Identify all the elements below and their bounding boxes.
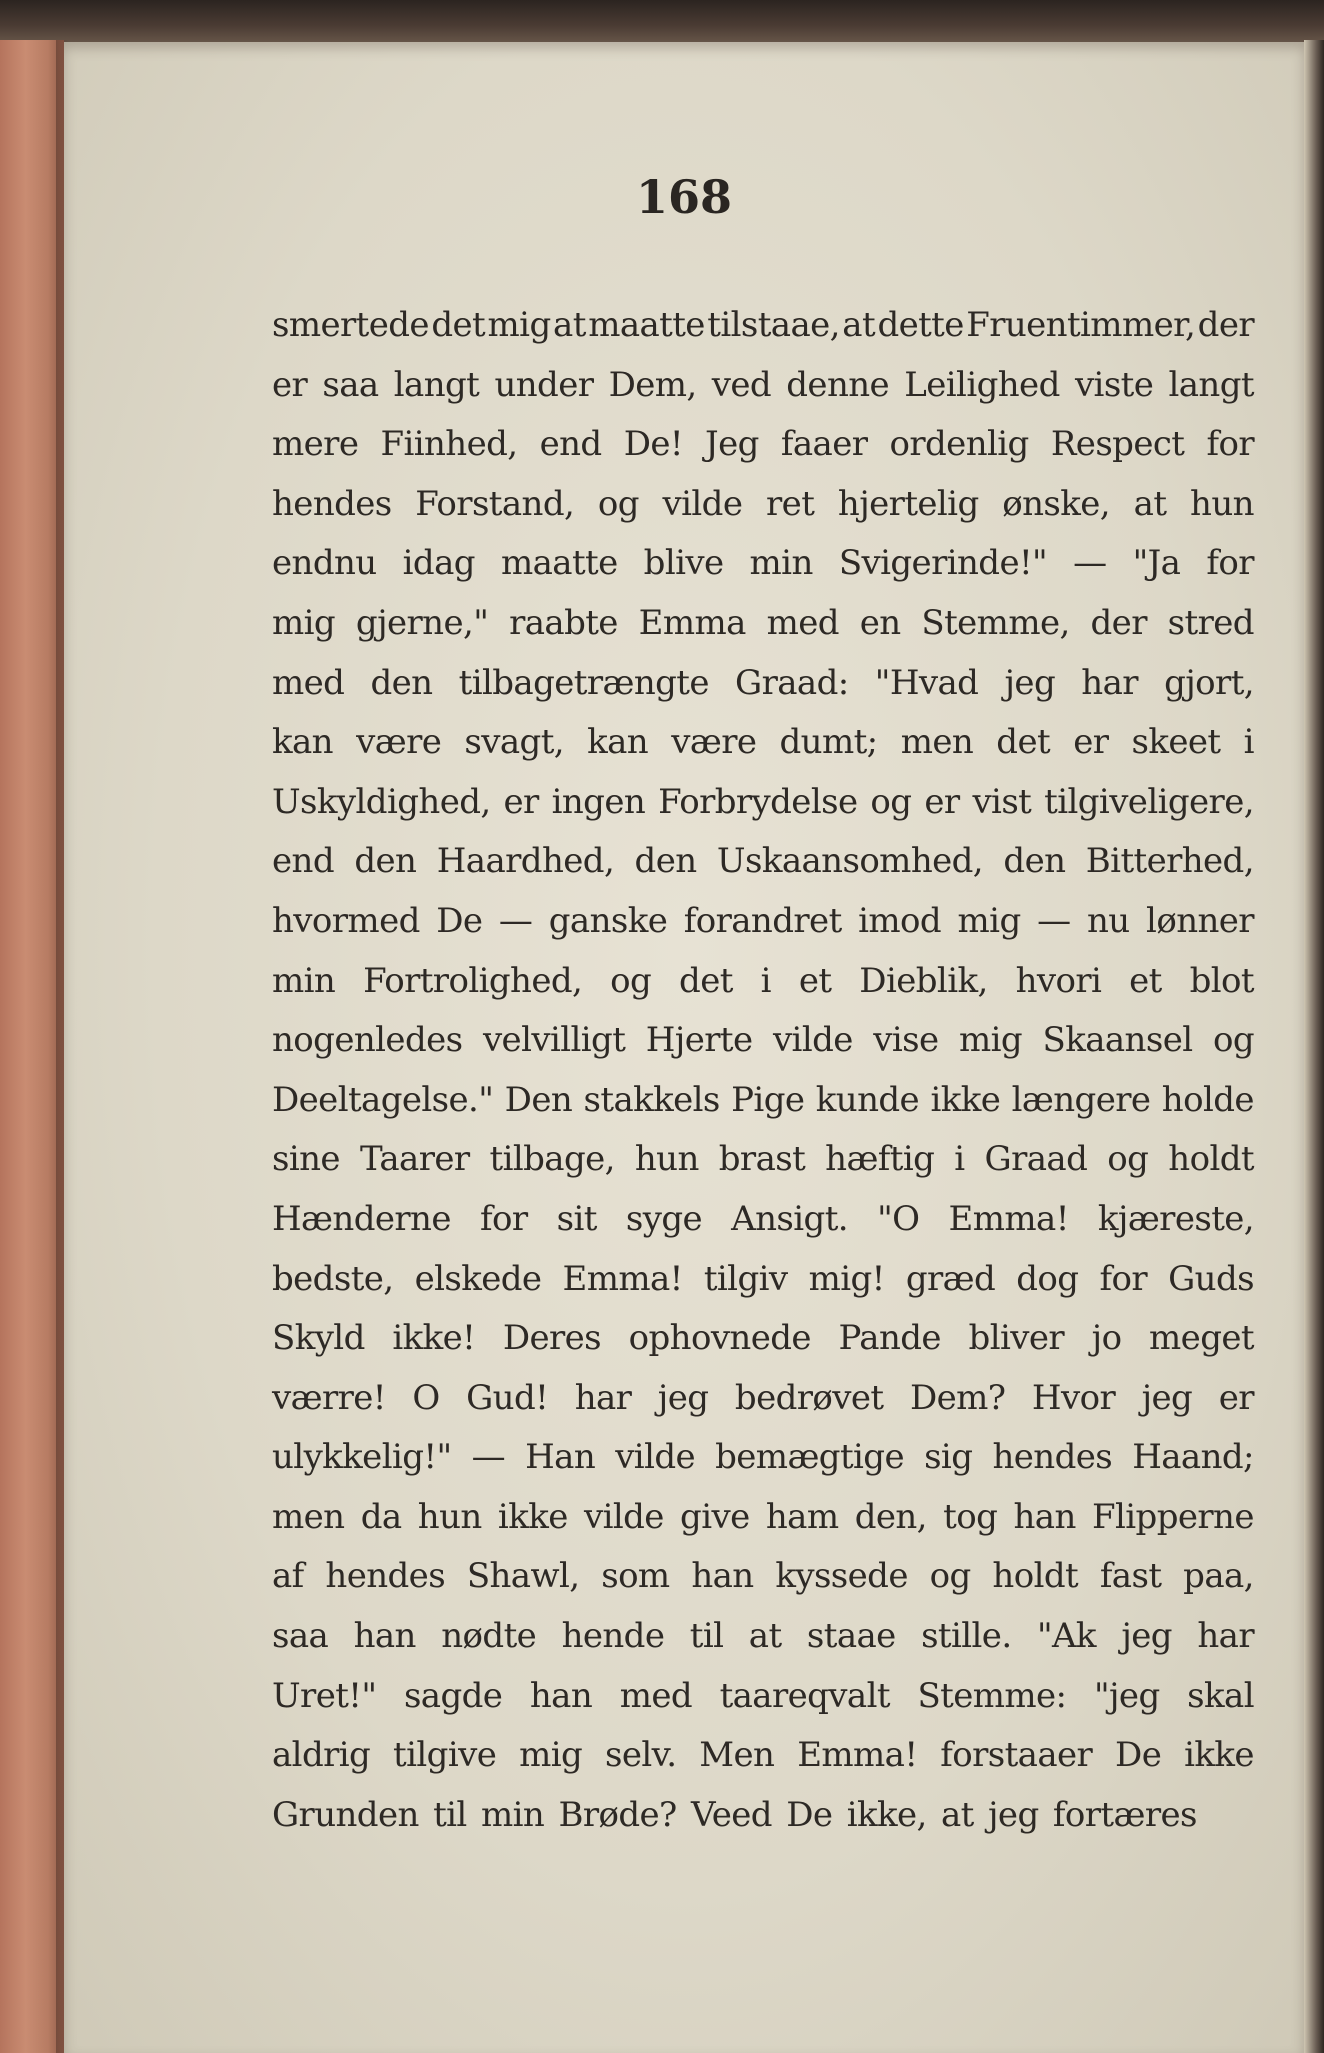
text-line: mere Fiinhed, end De! Jeg faaer ordenlig Respect for xyxy=(272,424,1254,465)
text-line: sine Taarer tilbage, hun brast hæftig i Graad og holdt xyxy=(272,1139,1254,1180)
book-top-edge xyxy=(0,0,1324,46)
body-text xyxy=(272,296,1254,1845)
text-line: Hænderne for sit syge Ansigt. "O Emma! kjæreste, xyxy=(272,1198,1254,1239)
text-line: af hendes Shawl, som han kyssede og holdt fast paa, xyxy=(272,1556,1254,1597)
text-line: nogenledes velvilligt Hjerte vilde vise mig Skaansel og xyxy=(272,1020,1254,1061)
text-line: ulykkelig!" — Han vilde bemægtige sig hendes Haand; xyxy=(272,1437,1254,1478)
page-stack-edge xyxy=(1304,40,1324,2053)
text-line: saa han nødte hende til at staae stille. "Ak jeg har xyxy=(272,1616,1254,1657)
text-line: kan være svagt, kan være dumt; men det er skeet i xyxy=(272,722,1254,763)
text-line: end den Haardhed, den Uskaansomhed, den Bitterhed, xyxy=(272,841,1254,882)
text-line: men da hun ikke vilde give ham den, tog han Flipperne xyxy=(272,1496,1254,1537)
text-line: værre! O Gud! har jeg bedrøvet Dem? Hvor jeg er xyxy=(272,1377,1254,1418)
book-page xyxy=(64,42,1304,2053)
text-line: Deeltagelse." Den stakkels Pige kunde ikke længere holde xyxy=(272,1079,1254,1120)
book-binding-edge xyxy=(0,40,64,2053)
text-line: Uskyldighed, er ingen Forbrydelse og er vist tilgiveligere, xyxy=(272,781,1254,822)
text-line: hvormed De — ganske forandret imod mig — nu lønner xyxy=(272,900,1254,941)
text-line: Uret!" sagde han med taareqvalt Stemme: "jeg skal xyxy=(272,1675,1254,1716)
text-line: Grunden til min Brøde? Veed De ikke, at jeg fortæres xyxy=(272,1794,1197,1835)
text-line: Skyld ikke! Deres ophovnede Pande bliver jo meget xyxy=(272,1318,1254,1359)
text-line: er saa langt under Dem, ved denne Leilighed viste langt xyxy=(272,364,1254,405)
text-line: hendes Forstand, og vilde ret hjertelig ønske, at hun xyxy=(272,483,1254,524)
page-number: 168 xyxy=(635,170,733,224)
text-line: aldrig tilgive mig selv. Men Emma! forstaaer De ikke xyxy=(272,1735,1254,1776)
text-line: bedste, elskede Emma! tilgiv mig! græd dog for Guds xyxy=(272,1258,1254,1299)
text-line: min Fortrolighed, og det i et Dieblik, hvori et blot xyxy=(272,960,1254,1001)
text-line: smertede det mig at maatte tilstaae, at dette Fruentimmer, der xyxy=(272,305,1254,345)
text-line: endnu idag maatte blive min Svigerinde!" — "Ja for xyxy=(272,543,1254,584)
text-line: mig gjerne," raabte Emma med en Stemme, der stred xyxy=(272,602,1254,643)
text-line: med den tilbagetrængte Graad: "Hvad jeg har gjort, xyxy=(272,662,1254,703)
